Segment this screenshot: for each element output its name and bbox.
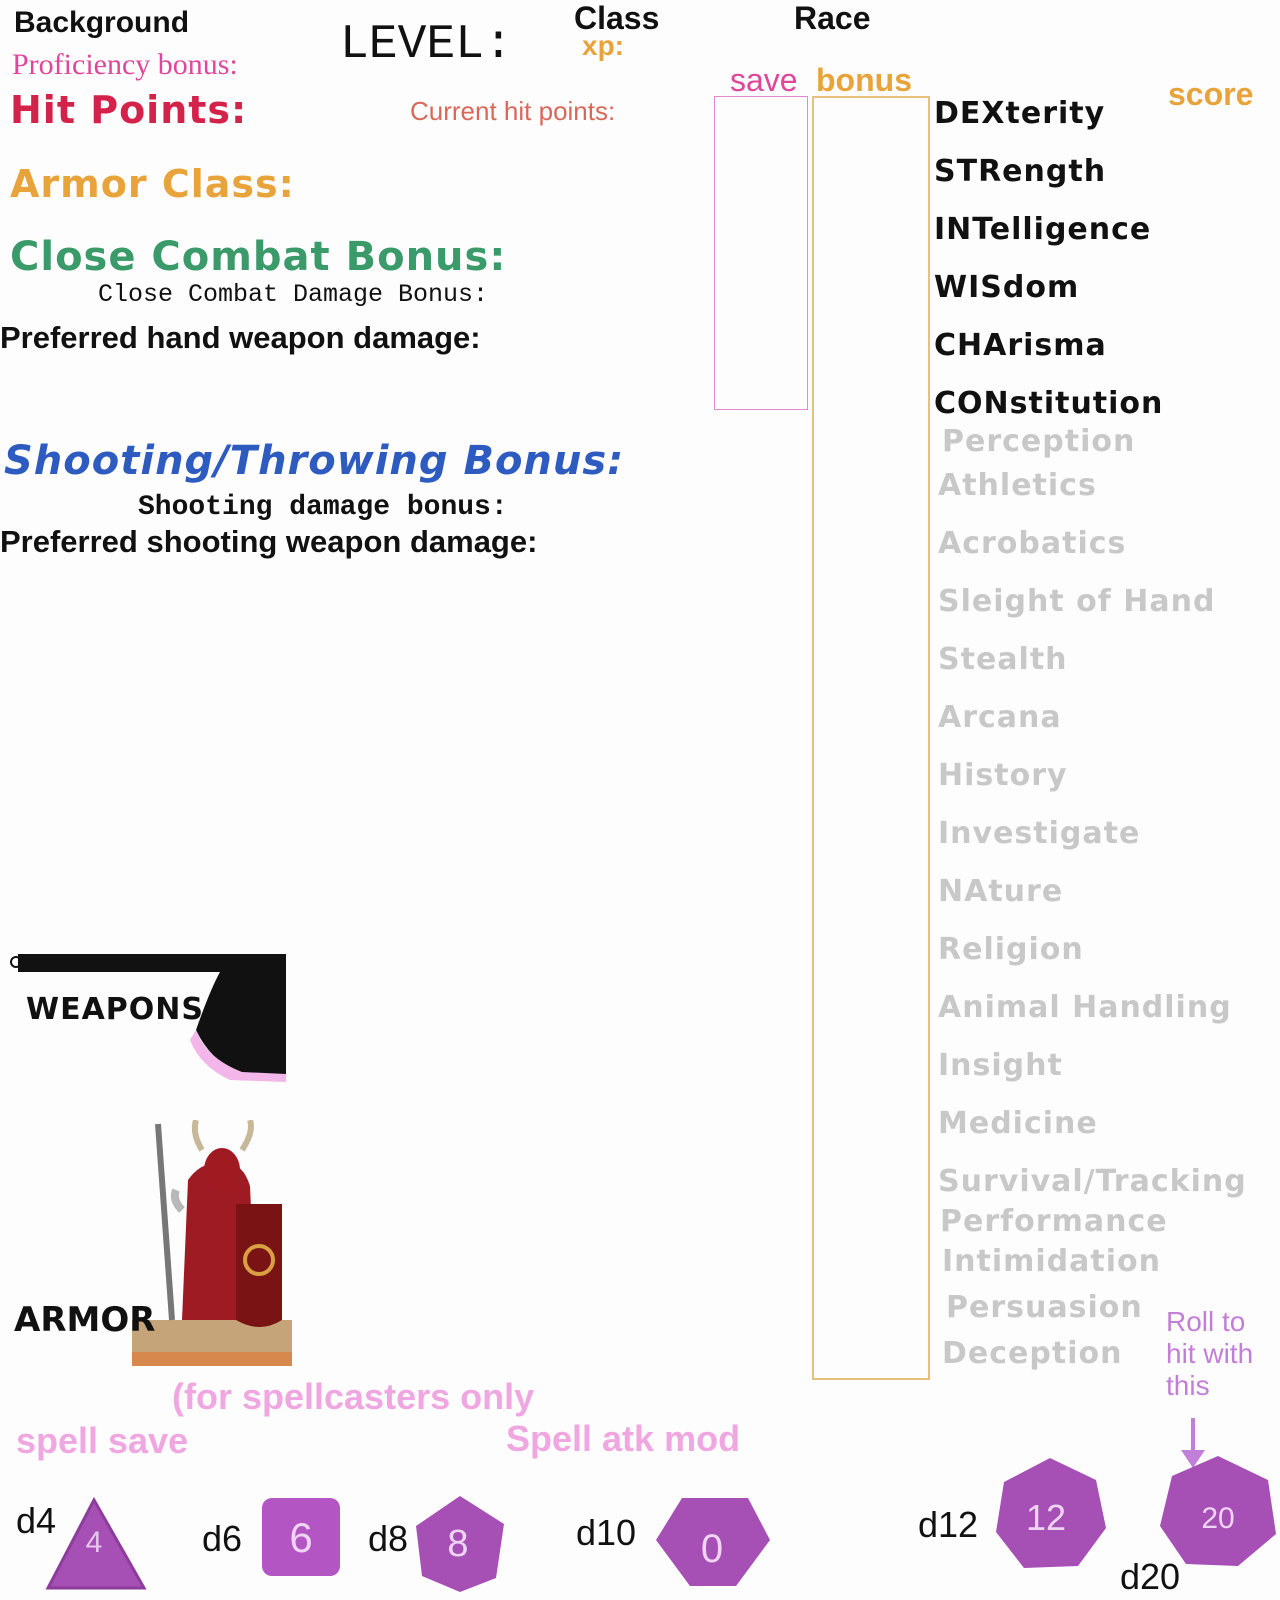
bonus-box[interactable] [812,96,930,1380]
class-label: Class [574,0,660,36]
ability-wisdom: WISdom [934,270,1080,305]
d12-face: 12 [1025,1497,1067,1538]
skill-persuasion: Persuasion [946,1290,1143,1325]
skill-acrobatics: Acrobatics [938,526,1127,561]
save-column-header: save [730,62,798,98]
save-box[interactable] [714,96,808,410]
ability-constitution: CONstitution [934,386,1164,421]
close-combat-bonus-label: Close Combat Bonus: [10,234,507,280]
ability-dexterity: DEXterity [934,96,1106,131]
d6-label: d6 [202,1518,243,1559]
preferred-shooting-weapon-damage-label: Preferred shooting weapon damage: [0,524,538,559]
skill-animal-handling: Animal Handling [938,990,1232,1025]
skill-performance: Performance [940,1204,1168,1239]
skill-medicine: Medicine [938,1106,1098,1141]
skill-perception: Perception [942,424,1136,459]
d6-die-icon [260,1496,342,1578]
race-label: Race [794,0,871,36]
d4-label: d4 [16,1500,57,1541]
d8-die-icon [412,1494,508,1594]
xp-label: xp: [582,30,624,61]
background-label: Background [14,6,190,39]
d4-face: 4 [85,1526,103,1559]
skill-religion: Religion [938,932,1084,967]
proficiency-bonus-label: Proficiency bonus: [12,48,238,81]
d6-face: 6 [289,1514,313,1561]
level-label: LEVEL: [340,18,513,72]
skill-stealth: Stealth [938,642,1068,677]
skill-arcana: Arcana [938,700,1062,735]
bonus-column-header: bonus [816,62,912,98]
skill-history: History [938,758,1068,793]
shooting-throwing-bonus-label: Shooting/Throwing Bonus: [4,438,625,484]
ability-charisma: CHArisma [934,328,1107,363]
weapons-label: WEAPONS [26,992,205,1027]
ability-strength: STRength [934,154,1107,189]
d20-face: 20 [1201,1502,1235,1535]
skill-athletics: Athletics [938,468,1097,503]
armor-class-label: Armor Class: [10,162,295,206]
hit-points-label: Hit Points: [10,88,248,132]
current-hit-points-label: Current hit points: [410,96,616,126]
d4-die-icon [44,1494,150,1594]
d10-die-icon [652,1492,774,1592]
spell-atk-mod-label: Spell atk mod [506,1418,741,1459]
spell-save-label: spell save [16,1420,189,1461]
skill-intimidation: Intimidation [942,1244,1161,1279]
skill-sleight-of-hand: Sleight of Hand [938,584,1216,619]
armor-label: ARMOR [14,1300,156,1340]
roll-to-hit-note: Roll to hit with this [1166,1306,1254,1401]
score-column-header: score [1168,76,1254,112]
spellcasters-note: (for spellcasters only [172,1376,535,1417]
d10-face: 0 [700,1527,724,1571]
d12-die-icon [990,1456,1110,1574]
close-combat-damage-bonus-label: Close Combat Damage Bonus: [98,280,489,309]
d20-die-icon [1158,1454,1278,1570]
d20-label: d20 [1120,1556,1181,1597]
armor-miniature-image [132,1120,300,1368]
ability-intelligence: INTelligence [934,212,1152,247]
shooting-damage-bonus-label: Shooting damage bonus: [138,492,508,523]
preferred-hand-weapon-damage-label: Preferred hand weapon damage: [0,320,481,355]
skill-survival-tracking: Survival/Tracking [938,1164,1247,1199]
d10-label: d10 [576,1512,637,1553]
skill-nature: NAture [938,874,1064,909]
d12-label: d12 [918,1504,979,1545]
d8-face: 8 [447,1523,469,1565]
skill-deception: Deception [942,1336,1123,1371]
weapons-axe-graphic [10,950,292,1082]
skill-insight: Insight [938,1048,1063,1083]
skill-investigate: Investigate [938,816,1141,851]
d8-label: d8 [368,1518,409,1559]
